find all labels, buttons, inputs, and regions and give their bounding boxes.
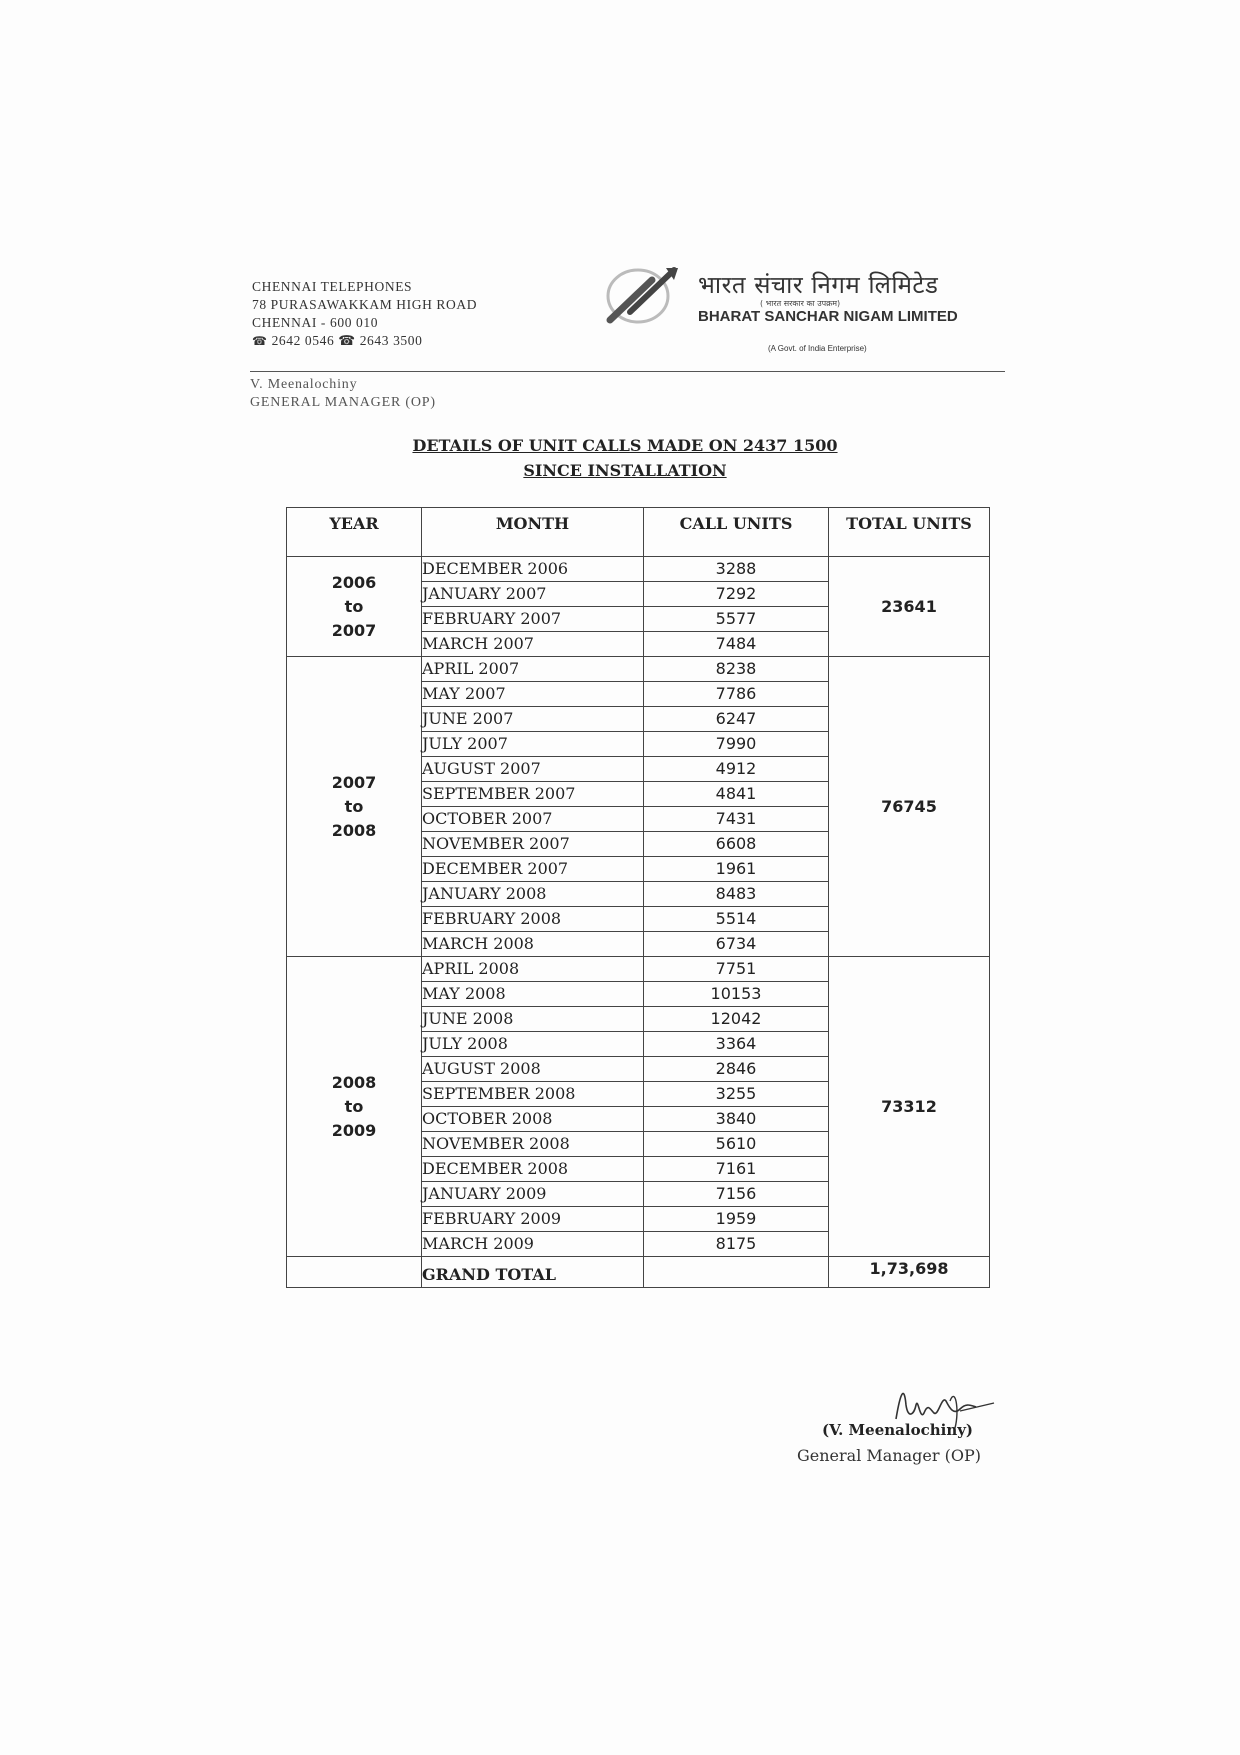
header-month: MONTH xyxy=(422,508,644,557)
month-cell: JULY 2007 xyxy=(422,732,644,757)
year-range-part: 2009 xyxy=(331,1120,377,1140)
header-year: YEAR xyxy=(287,508,422,557)
call-units-cell: 6247 xyxy=(644,707,829,732)
month-cell: NOVEMBER 2007 xyxy=(422,832,644,857)
empty-cell xyxy=(287,1257,422,1288)
month-cell: JANUARY 2008 xyxy=(422,882,644,907)
call-units-cell: 7161 xyxy=(644,1157,829,1182)
call-units-cell: 5514 xyxy=(644,907,829,932)
call-units-cell: 4841 xyxy=(644,782,829,807)
month-cell: OCTOBER 2008 xyxy=(422,1107,644,1132)
call-units-cell: 7292 xyxy=(644,582,829,607)
month-cell: APRIL 2007 xyxy=(422,657,644,682)
call-units-cell: 1959 xyxy=(644,1207,829,1232)
total-units-cell: 76745 xyxy=(829,657,990,957)
table-row xyxy=(287,657,990,682)
address-line: 78 PURASAWAKKAM HIGH ROAD xyxy=(252,297,478,312)
grand-total-value: 1,73,698 xyxy=(829,1257,990,1288)
sender-name: V. Meenalochiny xyxy=(250,377,358,392)
month-cell: DECEMBER 2007 xyxy=(422,857,644,882)
year-range-part: to xyxy=(344,1096,364,1116)
year-range-part: 2008 xyxy=(331,820,377,840)
call-units-cell: 3364 xyxy=(644,1032,829,1057)
year-range-part: to xyxy=(344,596,364,616)
phone-numbers: 2642 0546 ☎ 2643 3500 xyxy=(271,333,423,348)
call-units-cell: 8238 xyxy=(644,657,829,682)
grand-total-label: GRAND TOTAL xyxy=(422,1257,644,1288)
call-units-cell: 3288 xyxy=(644,557,829,582)
call-units-cell: 6734 xyxy=(644,932,829,957)
month-cell: MARCH 2007 xyxy=(422,632,644,657)
call-units-cell: 3840 xyxy=(644,1107,829,1132)
empty-cell xyxy=(644,1257,829,1288)
month-cell: MARCH 2009 xyxy=(422,1232,644,1257)
month-cell: AUGUST 2007 xyxy=(422,757,644,782)
call-units-cell: 6608 xyxy=(644,832,829,857)
year-range-cell xyxy=(287,957,422,1257)
call-units-cell: 1961 xyxy=(644,857,829,882)
phone-line xyxy=(252,332,477,350)
month-cell: JUNE 2007 xyxy=(422,707,644,732)
call-units-cell: 7156 xyxy=(644,1182,829,1207)
letterhead-address xyxy=(252,278,477,350)
month-cell: DECEMBER 2008 xyxy=(422,1157,644,1182)
month-cell: FEBRUARY 2008 xyxy=(422,907,644,932)
call-units-cell: 7484 xyxy=(644,632,829,657)
table-row xyxy=(287,557,990,582)
address-line: CHENNAI TELEPHONES xyxy=(252,279,413,294)
month-cell: AUGUST 2008 xyxy=(422,1057,644,1082)
month-cell: SEPTEMBER 2008 xyxy=(422,1082,644,1107)
call-units-cell: 5577 xyxy=(644,607,829,632)
unit-calls-table xyxy=(286,507,990,1288)
month-cell: JANUARY 2007 xyxy=(422,582,644,607)
address-line: CHENNAI - 600 010 xyxy=(252,315,379,330)
company-name-english: BHARAT SANCHAR NIGAM LIMITED xyxy=(698,308,958,325)
call-units-cell: 8483 xyxy=(644,882,829,907)
year-range-part: 2007 xyxy=(331,620,377,640)
bsnl-logo-icon xyxy=(600,262,680,332)
month-cell: MAY 2008 xyxy=(422,982,644,1007)
month-cell: APRIL 2008 xyxy=(422,957,644,982)
signatory-name: (V. Meenalochiny) xyxy=(822,1421,974,1439)
month-cell: OCTOBER 2007 xyxy=(422,807,644,832)
call-units-cell: 3255 xyxy=(644,1082,829,1107)
table-header-row xyxy=(287,508,990,557)
year-range-part: to xyxy=(344,796,364,816)
call-units-cell: 4912 xyxy=(644,757,829,782)
total-units-cell: 73312 xyxy=(829,957,990,1257)
signatory-designation: General Manager (OP) xyxy=(797,1446,981,1465)
call-units-cell: 8175 xyxy=(644,1232,829,1257)
year-range-part: 2008 xyxy=(331,1072,377,1092)
sender-designation: GENERAL MANAGER (OP) xyxy=(250,395,436,410)
month-cell: DECEMBER 2006 xyxy=(422,557,644,582)
phone-icon: ☎ xyxy=(252,334,268,348)
company-subtitle-english: (A Govt. of India Enterprise) xyxy=(768,344,867,353)
call-units-cell: 10153 xyxy=(644,982,829,1007)
call-units-cell: 2846 xyxy=(644,1057,829,1082)
month-cell: FEBRUARY 2009 xyxy=(422,1207,644,1232)
total-units-cell: 23641 xyxy=(829,557,990,657)
month-cell: MARCH 2008 xyxy=(422,932,644,957)
month-cell: NOVEMBER 2008 xyxy=(422,1132,644,1157)
year-range-part: 2007 xyxy=(331,772,377,792)
document-title: DETAILS OF UNIT CALLS MADE ON 2437 1500 xyxy=(412,436,838,455)
month-cell: JANUARY 2009 xyxy=(422,1182,644,1207)
company-name-hindi: भारत संचार निगम लिमिटेड xyxy=(698,271,939,299)
year-range-cell xyxy=(287,657,422,957)
sender-block xyxy=(250,376,436,412)
call-units-cell: 7990 xyxy=(644,732,829,757)
year-range-cell xyxy=(287,557,422,657)
call-units-cell: 7431 xyxy=(644,807,829,832)
header-call-units: CALL UNITS xyxy=(644,508,829,557)
call-units-cell: 7751 xyxy=(644,957,829,982)
month-cell: FEBRUARY 2007 xyxy=(422,607,644,632)
month-cell: JULY 2008 xyxy=(422,1032,644,1057)
header-divider xyxy=(250,371,1005,372)
call-units-cell: 7786 xyxy=(644,682,829,707)
year-range-part: 2006 xyxy=(331,572,377,592)
grand-total-row xyxy=(287,1257,990,1288)
company-subtitle-hindi: ( भारत सरकार का उपक्रम) xyxy=(760,299,841,308)
call-units-cell: 5610 xyxy=(644,1132,829,1157)
month-cell: SEPTEMBER 2007 xyxy=(422,782,644,807)
header-total-units: TOTAL UNITS xyxy=(829,508,990,557)
table-row xyxy=(287,957,990,982)
month-cell: JUNE 2008 xyxy=(422,1007,644,1032)
month-cell: MAY 2007 xyxy=(422,682,644,707)
document-subtitle: SINCE INSTALLATION xyxy=(523,461,727,480)
table-body xyxy=(287,557,990,1288)
call-units-cell: 12042 xyxy=(644,1007,829,1032)
